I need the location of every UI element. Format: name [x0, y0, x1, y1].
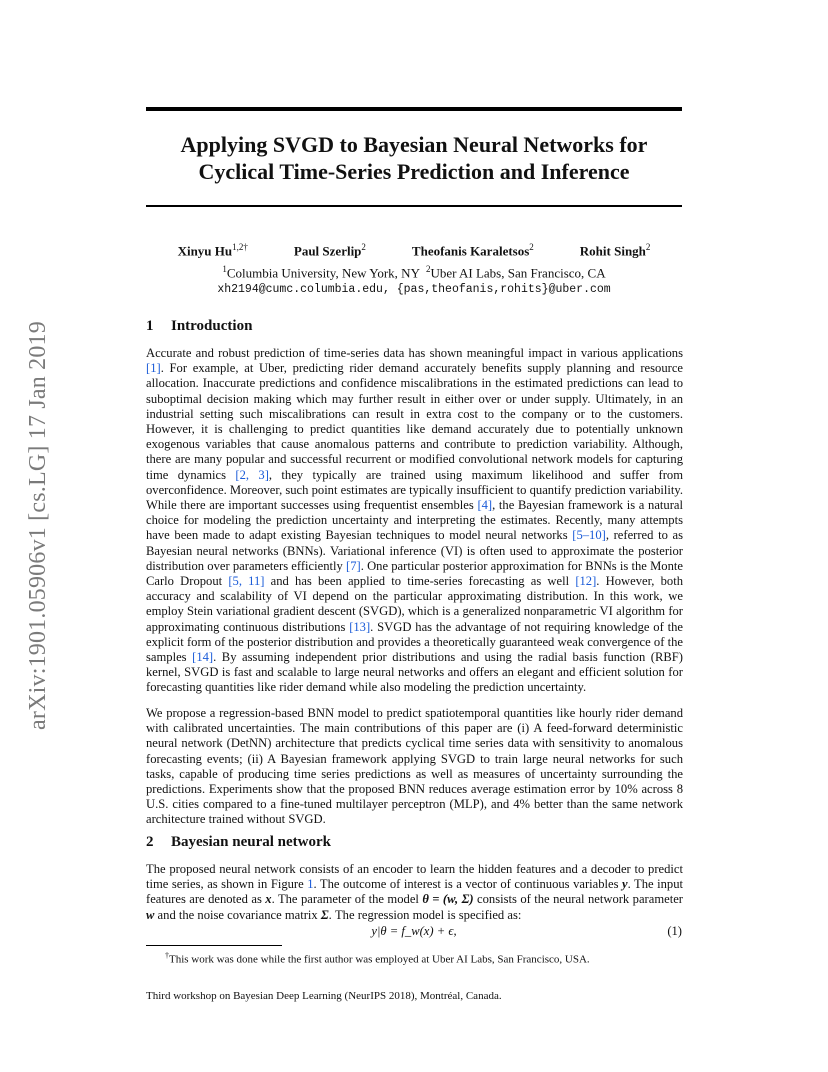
inline-math: x: [265, 892, 272, 907]
paragraph-text: . The input features are denoted as: [146, 877, 683, 907]
paragraph-text: . SVGD has the advantage of not requiring knowledge of the explicit form of the posterior distribution and provides a theoretically guaranteed weak convergence of the samples: [146, 619, 683, 665]
paragraph-text: . By assuming independent prior distributions and using the radial basis function (RBF) kernel, SVGD is fast and scalable to large neural networks and offers an elegant and efficient solution for forecasting quantities like rider demand while also modeling the prediction uncertainty.: [146, 650, 683, 695]
title-line-1: Applying SVGD to Bayesian Neural Networks for: [180, 132, 648, 157]
title-line-2: Cyclical Time-Series Prediction and Inference: [198, 159, 630, 184]
paragraph-text: The proposed neural network consists of an encoder to learn the hidden features and a decoder to predict time series, as shown in Figure: [146, 862, 683, 892]
author-emails: xh2194@cumc.columbia.edu, {pas,theofanis,rohits}@uber.com: [217, 283, 611, 296]
section-heading-introduction: 1 Introduction: [146, 318, 253, 334]
intro-paragraph-1: [146, 346, 683, 696]
citation-link[interactable]: [14]: [192, 650, 214, 665]
paragraph-text: consists of the neural network parameter: [473, 892, 683, 907]
citation-link[interactable]: 1: [307, 877, 314, 892]
paragraph-text: Accurate and robust prediction of time-series data has shown meaningful impact in various applications: [146, 346, 683, 360]
title-rule-bottom: [146, 205, 682, 207]
citation-link[interactable]: [5, 11]: [228, 574, 265, 589]
paragraph-text: , the Bayesian framework is a natural choice for modeling the prediction uncertainty and interpreting the estimates. Recently, many attempts have been made to adapt existing Bayesian techniques to model neural networks: [146, 498, 683, 543]
paragraph-text: . The regression model is specified as:: [328, 907, 522, 922]
author: Paul Szerlip$^2$: [293, 242, 366, 259]
paragraph-text: . However, both accuracy and scalability of VI depend on the particular approximating distribution. In this work, we employ Stein variational gradient descent (SVGD), which is a generalized nonparametric VI algorithm for approximating continuous distributions: [146, 574, 684, 634]
arxiv-stamp: arXiv:1901.05906v1 [cs.LG] 17 Jan 2019: [24, 320, 51, 730]
title-rule-top: [146, 107, 682, 111]
inline-math: θ = (w, Σ): [422, 892, 474, 907]
author: Xinyu $Hu^{1,2\dagger}$: [177, 242, 248, 259]
venue-footer: Third workshop on Bayesian Deep Learning (NeurIPS 2018), Montréal, Canada.: [146, 990, 502, 1002]
footnote-rule: [146, 945, 282, 946]
paragraph-text: , referred to as Bayesian neural networks (BNNs). Variational inference (VI) is often used to approximate the posterior distribution over parameters efficiently: [146, 528, 683, 573]
paragraph-text: and has been applied to time-series forecasting as well: [264, 574, 576, 589]
inline-math: w: [146, 907, 155, 922]
paragraph-text: . The parameter of the model: [271, 892, 423, 907]
citation-link[interactable]: [1]: [146, 361, 161, 376]
equation-expression: y|θ = f_w(x) + ϵ,: [371, 924, 457, 938]
footnote: †This work was done while the first author was employed at Uber AI Labs, San Francisco, USA.: [165, 951, 590, 966]
paragraph-text: . The outcome of interest is a vector of continuous variables: [313, 877, 623, 892]
bnn-paragraph-1: [146, 862, 683, 923]
citation-link[interactable]: [12]: [575, 574, 597, 589]
paragraph-text: and the noise covariance matrix: [154, 907, 321, 922]
paragraph-text: . One particular posterior approximation for BNNs is the Monte Carlo Dropout: [146, 558, 683, 589]
equation-number: (1): [667, 924, 682, 938]
inline-math: Σ: [320, 907, 329, 922]
citation-link[interactable]: [7]: [346, 558, 361, 573]
affiliations: $^1$Columbia University, New York, NY $^2$Uber AI Labs, San Francisco, CA: [222, 264, 606, 281]
paragraph-text: . For example, at Uber, predicting rider demand accurately benefits supply planning and resource allocation. Inaccurate predictions and confidence miscalibrations in the estimated predictions can lead to suboptimal decision making which may further result in either over or under supply. Ultimately, in an industrial setting such miscalibrations can result in extra cost to the company or to the customers. However, it is challenging to predict quantities like demand accurately due to potentially unknown exogenous variables that cause anomalous patterns and contribute to prediction variability. Although, there are many popular and successful recurrent or modified convolutional network models for capturing time dynamics: [146, 361, 683, 482]
citation-link[interactable]: [2, 3]: [235, 467, 269, 482]
author: Theofanis Karaletsos$^2$: [411, 242, 534, 259]
citation-link[interactable]: [13]: [349, 619, 371, 634]
section-heading-bnn: 2 Bayesian neural network: [146, 834, 332, 850]
inline-math: y: [622, 877, 628, 892]
citation-link[interactable]: [4]: [477, 498, 493, 513]
equation-1: [146, 924, 682, 942]
paragraph-text: , they typically are trained using maximum likelihood and suffer from overconfidence. Moreover, such point estimates are typically insufficient to quantify prediction variability. While there are important successes using frequentist ensembles: [146, 467, 684, 513]
author-list: [146, 242, 682, 259]
author: Rohit Singh$^2$: [579, 242, 651, 259]
paper-title: [146, 131, 682, 185]
intro-paragraph-2: We propose a regression-based BNN model to predict spatiotemporal quantities like hourly rider demand with calibrated uncertainties. The main contributions of this paper are (i) A feed-forward deterministic neural network (DetNN) architecture that predicts cyclical time series data with sensitivity to anomalous forecasting events; (ii) A Bayesian framework applying SVGD to train large neural networks for such tasks, capable of producing time series predictions as well as measures of uncertainty surrounding the predictions. Experiments show that the proposed BNN reduces average estimation error by 10% across 8 U.S. cities compared to a fine-tuned multilayer perceptron (MLP), and 4% better than the same network architecture trained without SVGD.: [146, 706, 683, 827]
citation-link[interactable]: [5–10]: [572, 528, 606, 543]
